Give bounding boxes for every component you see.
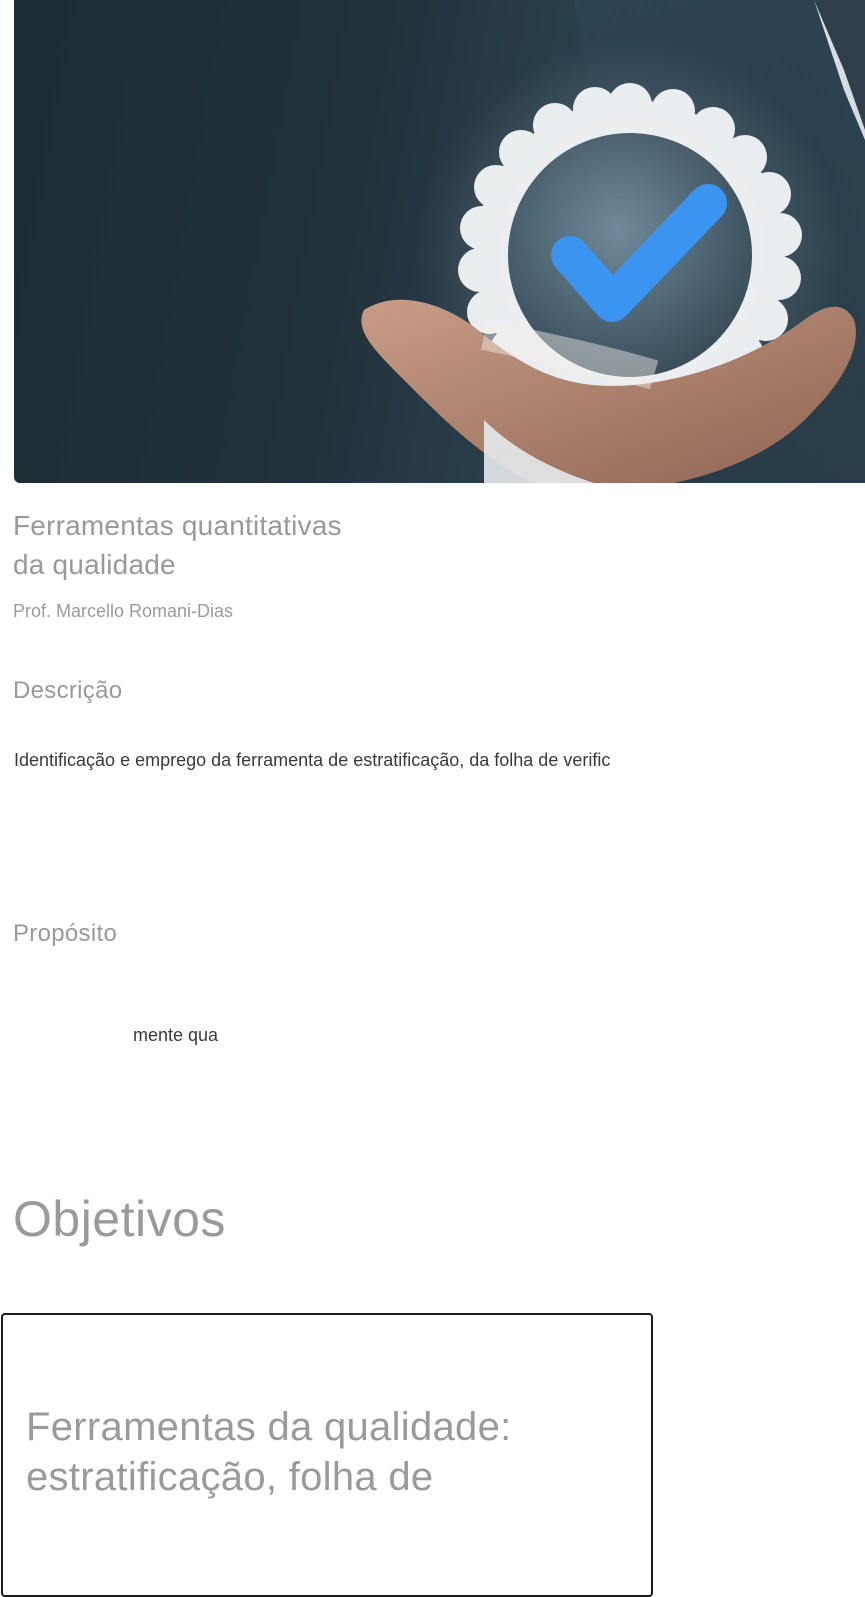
module-card[interactable]: [1, 1313, 653, 1597]
objectives-heading: Objetivos: [13, 1191, 226, 1247]
purpose-label: Propósito: [13, 920, 118, 947]
module-title: Ferramentas da qualidade: estratificação, folha de: [26, 1405, 512, 1499]
purpose-text: mente qua: [133, 1025, 219, 1045]
page-title: Ferramentas quantitativas da qualidade: [13, 510, 342, 580]
hero-illustration: [14, 0, 865, 483]
hero-image: [14, 0, 865, 483]
description-text: Identificação e emprego da ferramenta de estratificação, da folha de verific: [14, 750, 611, 770]
description-label: Descrição: [13, 677, 123, 704]
author-name: Prof. Marcello Romani-Dias: [13, 601, 234, 621]
